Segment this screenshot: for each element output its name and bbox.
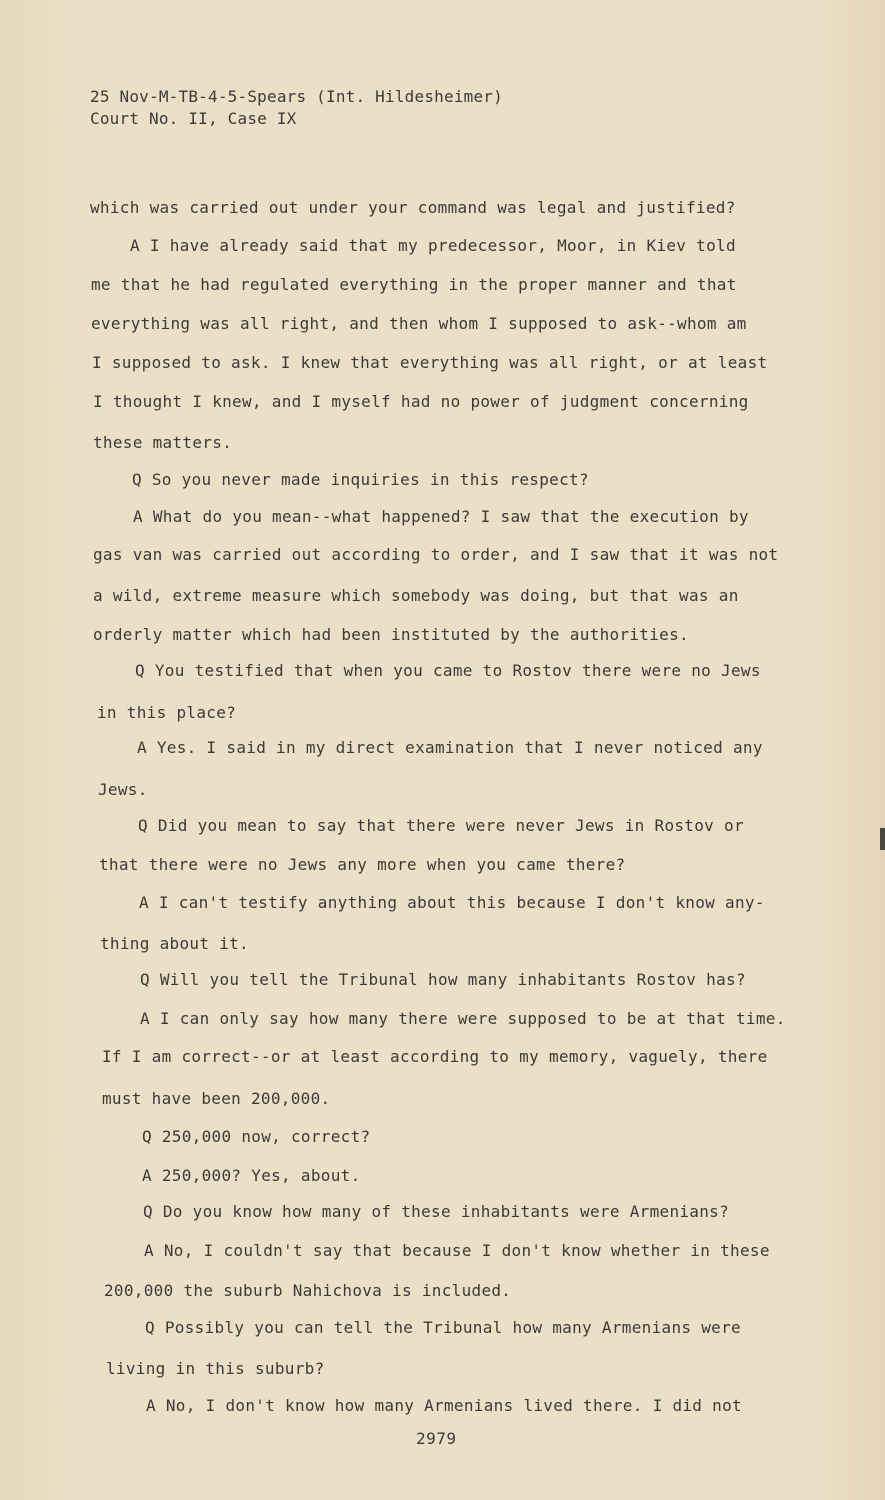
header-line-1: 25 Nov-M-TB-4-5-Spears (Int. Hildesheimer) <box>90 87 503 106</box>
text-line: 200,000 the suburb Nahichova is included. <box>104 1281 512 1300</box>
text-line: A What do you mean--what happened? I saw that the execution by <box>133 507 749 526</box>
text-line: must have been 200,000. <box>102 1089 331 1108</box>
document-header <box>90 86 503 130</box>
text-line: everything was all right, and then whom I supposed to ask--whom am <box>91 314 747 333</box>
text-line: gas van was carried out according to order, and I saw that it was not <box>93 545 779 564</box>
text-line: A I can't testify anything about this because I don't know any- <box>139 893 765 912</box>
text-line: Q You testified that when you came to Rostov there were no Jews <box>135 661 761 680</box>
text-line: A No, I couldn't say that because I don't know whether in these <box>144 1241 770 1260</box>
text-line: If I am correct--or at least according to my memory, vaguely, there <box>102 1047 768 1066</box>
text-line: A No, I don't know how many Armenians lived there. I did not <box>146 1396 742 1415</box>
text-line: I thought I knew, and I myself had no power of judgment concerning <box>93 392 749 411</box>
text-line: in this place? <box>97 703 237 722</box>
text-line: thing about it. <box>100 934 249 953</box>
text-line: A 250,000? Yes, about. <box>142 1166 361 1185</box>
text-line: a wild, extreme measure which somebody was doing, but that was an <box>93 586 739 605</box>
text-line: A I have already said that my predecessor, Moor, in Kiev told <box>130 236 736 255</box>
text-line: A I can only say how many there were supposed to be at that time. <box>140 1009 786 1028</box>
text-line: that there were no Jews any more when you came there? <box>99 855 626 874</box>
text-line: these matters. <box>93 433 233 452</box>
text-line: Q Possibly you can tell the Tribunal how many Armenians were <box>145 1318 741 1337</box>
text-line: Q Do you know how many of these inhabitants were Armenians? <box>143 1202 730 1221</box>
text-line: A Yes. I said in my direct examination that I never noticed any <box>137 738 763 757</box>
text-line: Q 250,000 now, correct? <box>142 1127 371 1146</box>
text-line: I supposed to ask. I knew that everything was all right, or at least <box>92 353 768 372</box>
text-line: Q So you never made inquiries in this respect? <box>132 470 589 489</box>
text-line: me that he had regulated everything in the proper manner and that <box>91 275 737 294</box>
page-number: 2979 <box>416 1429 457 1448</box>
edge-mark <box>880 828 885 850</box>
text-line: Jews. <box>98 780 148 799</box>
text-line: living in this suburb? <box>106 1359 325 1378</box>
text-line: which was carried out under your command was legal and justified? <box>90 198 736 217</box>
header-line-2: Court No. II, Case IX <box>90 109 297 128</box>
text-line: Q Did you mean to say that there were never Jews in Rostov or <box>138 816 744 835</box>
text-line: Q Will you tell the Tribunal how many inhabitants Rostov has? <box>140 970 746 989</box>
text-line: orderly matter which had been instituted by the authorities. <box>93 625 689 644</box>
